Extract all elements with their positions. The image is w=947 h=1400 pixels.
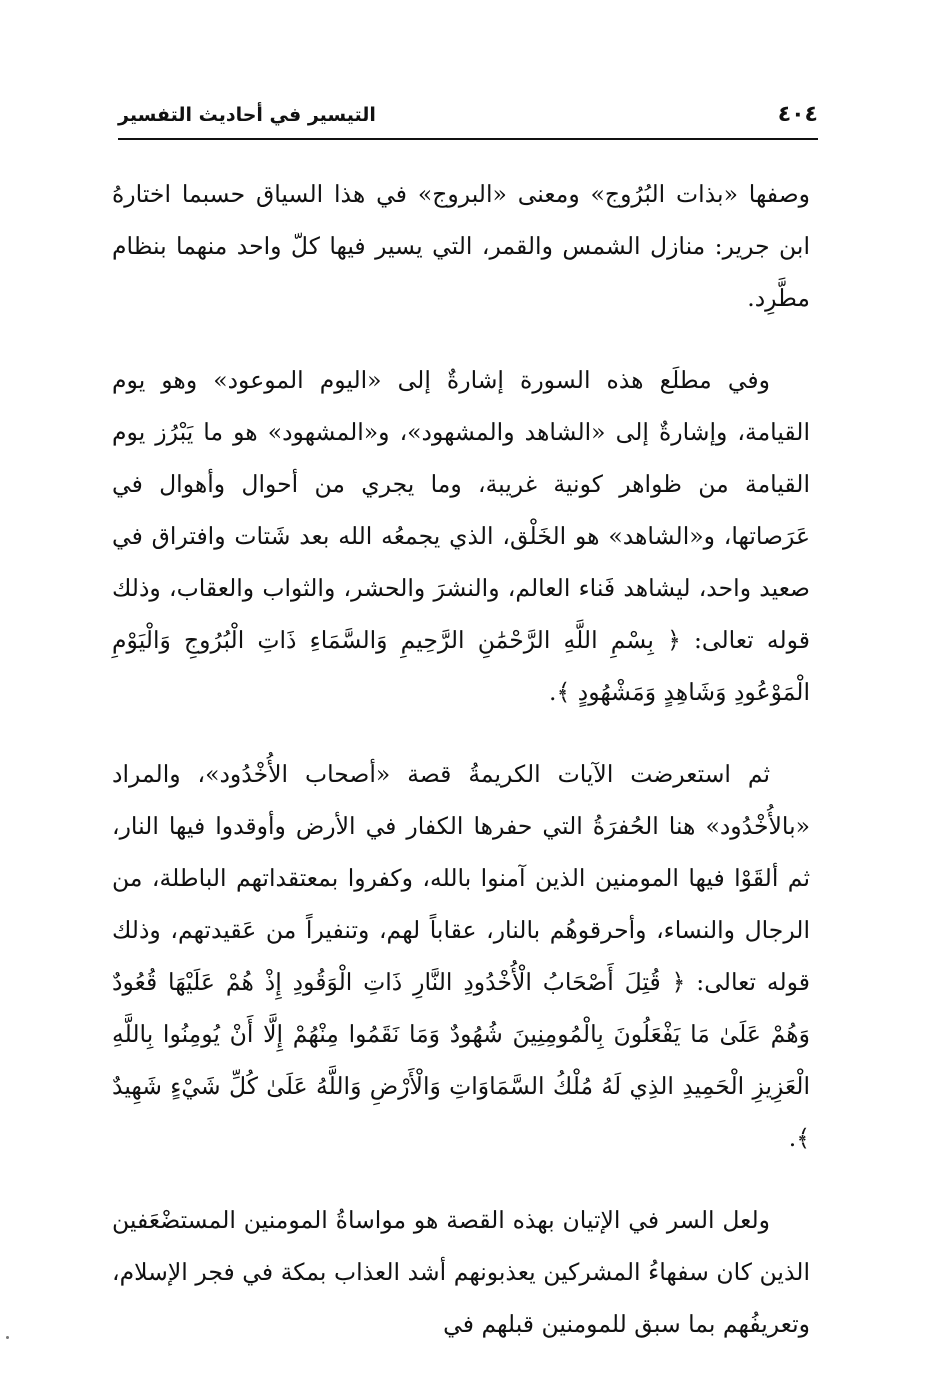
paragraph-3: ثم استعرضت الآيات الكريمةُ قصة «أصحاب الأُخْدُود»، والمراد «بالأُخْدُود» هنا الحُفرَةُ التي حفرها الكفار في الأرض وأوقدوا فيها النار، ثم ألقَوْا فيها المومنين الذين آمنوا بالله، وكفروا بمعتقداتهم الباطلة، من الرجال والنساء، وأحرقوهُم بالنار، عقاباً لهم، وتنفيراً من عَقيدتهم، وذلك قوله تعالى: ﴿ قُتِلَ أَصْحَابُ الْأُخْدُودِ النَّارِ ذَاتِ الْوَقُودِ إِذْ هُمْ عَلَيْهَا قُعُودٌ وَهُمْ عَلَىٰ مَا يَفْعَلُونَ بِالْمُومِنِينَ شُهُودٌ وَمَا نَقَمُوا مِنْهُمْ إِلَّا أَنْ يُومِنُوا بِاللَّهِ الْعَزِيزِ الْحَمِيدِ الذِي لَهُ مُلْكُ السَّمَاوَاتِ وَالْأَرْضِ وَاللَّهُ عَلَىٰ كُلِّ شَيْءٍ شَهِيدٌ ﴾.	[112, 760, 810, 1152]
scan-speck	[6, 1336, 9, 1339]
paragraph-4: ولعل السر في الإتيان بهذه القصة هو مواساةُ المومنين المستضْعَفين الذين كان سفهاءُ المشركين يعذبونهم أشد العذاب بمكة في فجر الإسلام، وتعريفُهم بما سبق للمومنين قبلهم في	[112, 1206, 810, 1338]
header-rule	[118, 138, 818, 140]
body-text	[112, 168, 810, 1350]
paragraph-2: وفي مطلَع هذه السورة إشارةٌ إلى «اليوم الموعود» وهو يوم القيامة، وإشارةٌ إلى «الشاهد والمشهود»، و«المشهود» هو ما يَبْرُز يوم القيامة من ظواهر كونية غريبة، وما يجري من أحوال وأهوال في عَرَصاتها، و«الشاهد» هو الخَلْق، الذي يجمعُه الله بعد شَتات وافتراق في صعيد واحد، ليشاهد فَناء العالم، والنشرَ والحشر، والثواب والعقاب، وذلك قوله تعالى: ﴿ بِسْمِ اللَّهِ الرَّحْمَٰنِ الرَّحِيمِ وَالسَّمَاءِ ذَاتِ الْبُرُوجِ وَالْيَوْمِ الْمَوْعُودِ وَشَاهِدٍ وَمَشْهُودٍ ﴾.	[112, 366, 810, 706]
running-title: التيسير في أحاديث التفسير	[118, 104, 376, 126]
paragraph-1: وصفها «بذات البُرُوج» ومعنى «البروج» في هذا السياق حسبما اختارهُ ابن جرير: منازل الشمس والقمر، التي يسير فيها كلّ واحد منهما بنظام مطَّرِد.	[112, 180, 810, 312]
page-header	[118, 100, 818, 140]
page-number: ٤٠٤	[777, 102, 818, 127]
